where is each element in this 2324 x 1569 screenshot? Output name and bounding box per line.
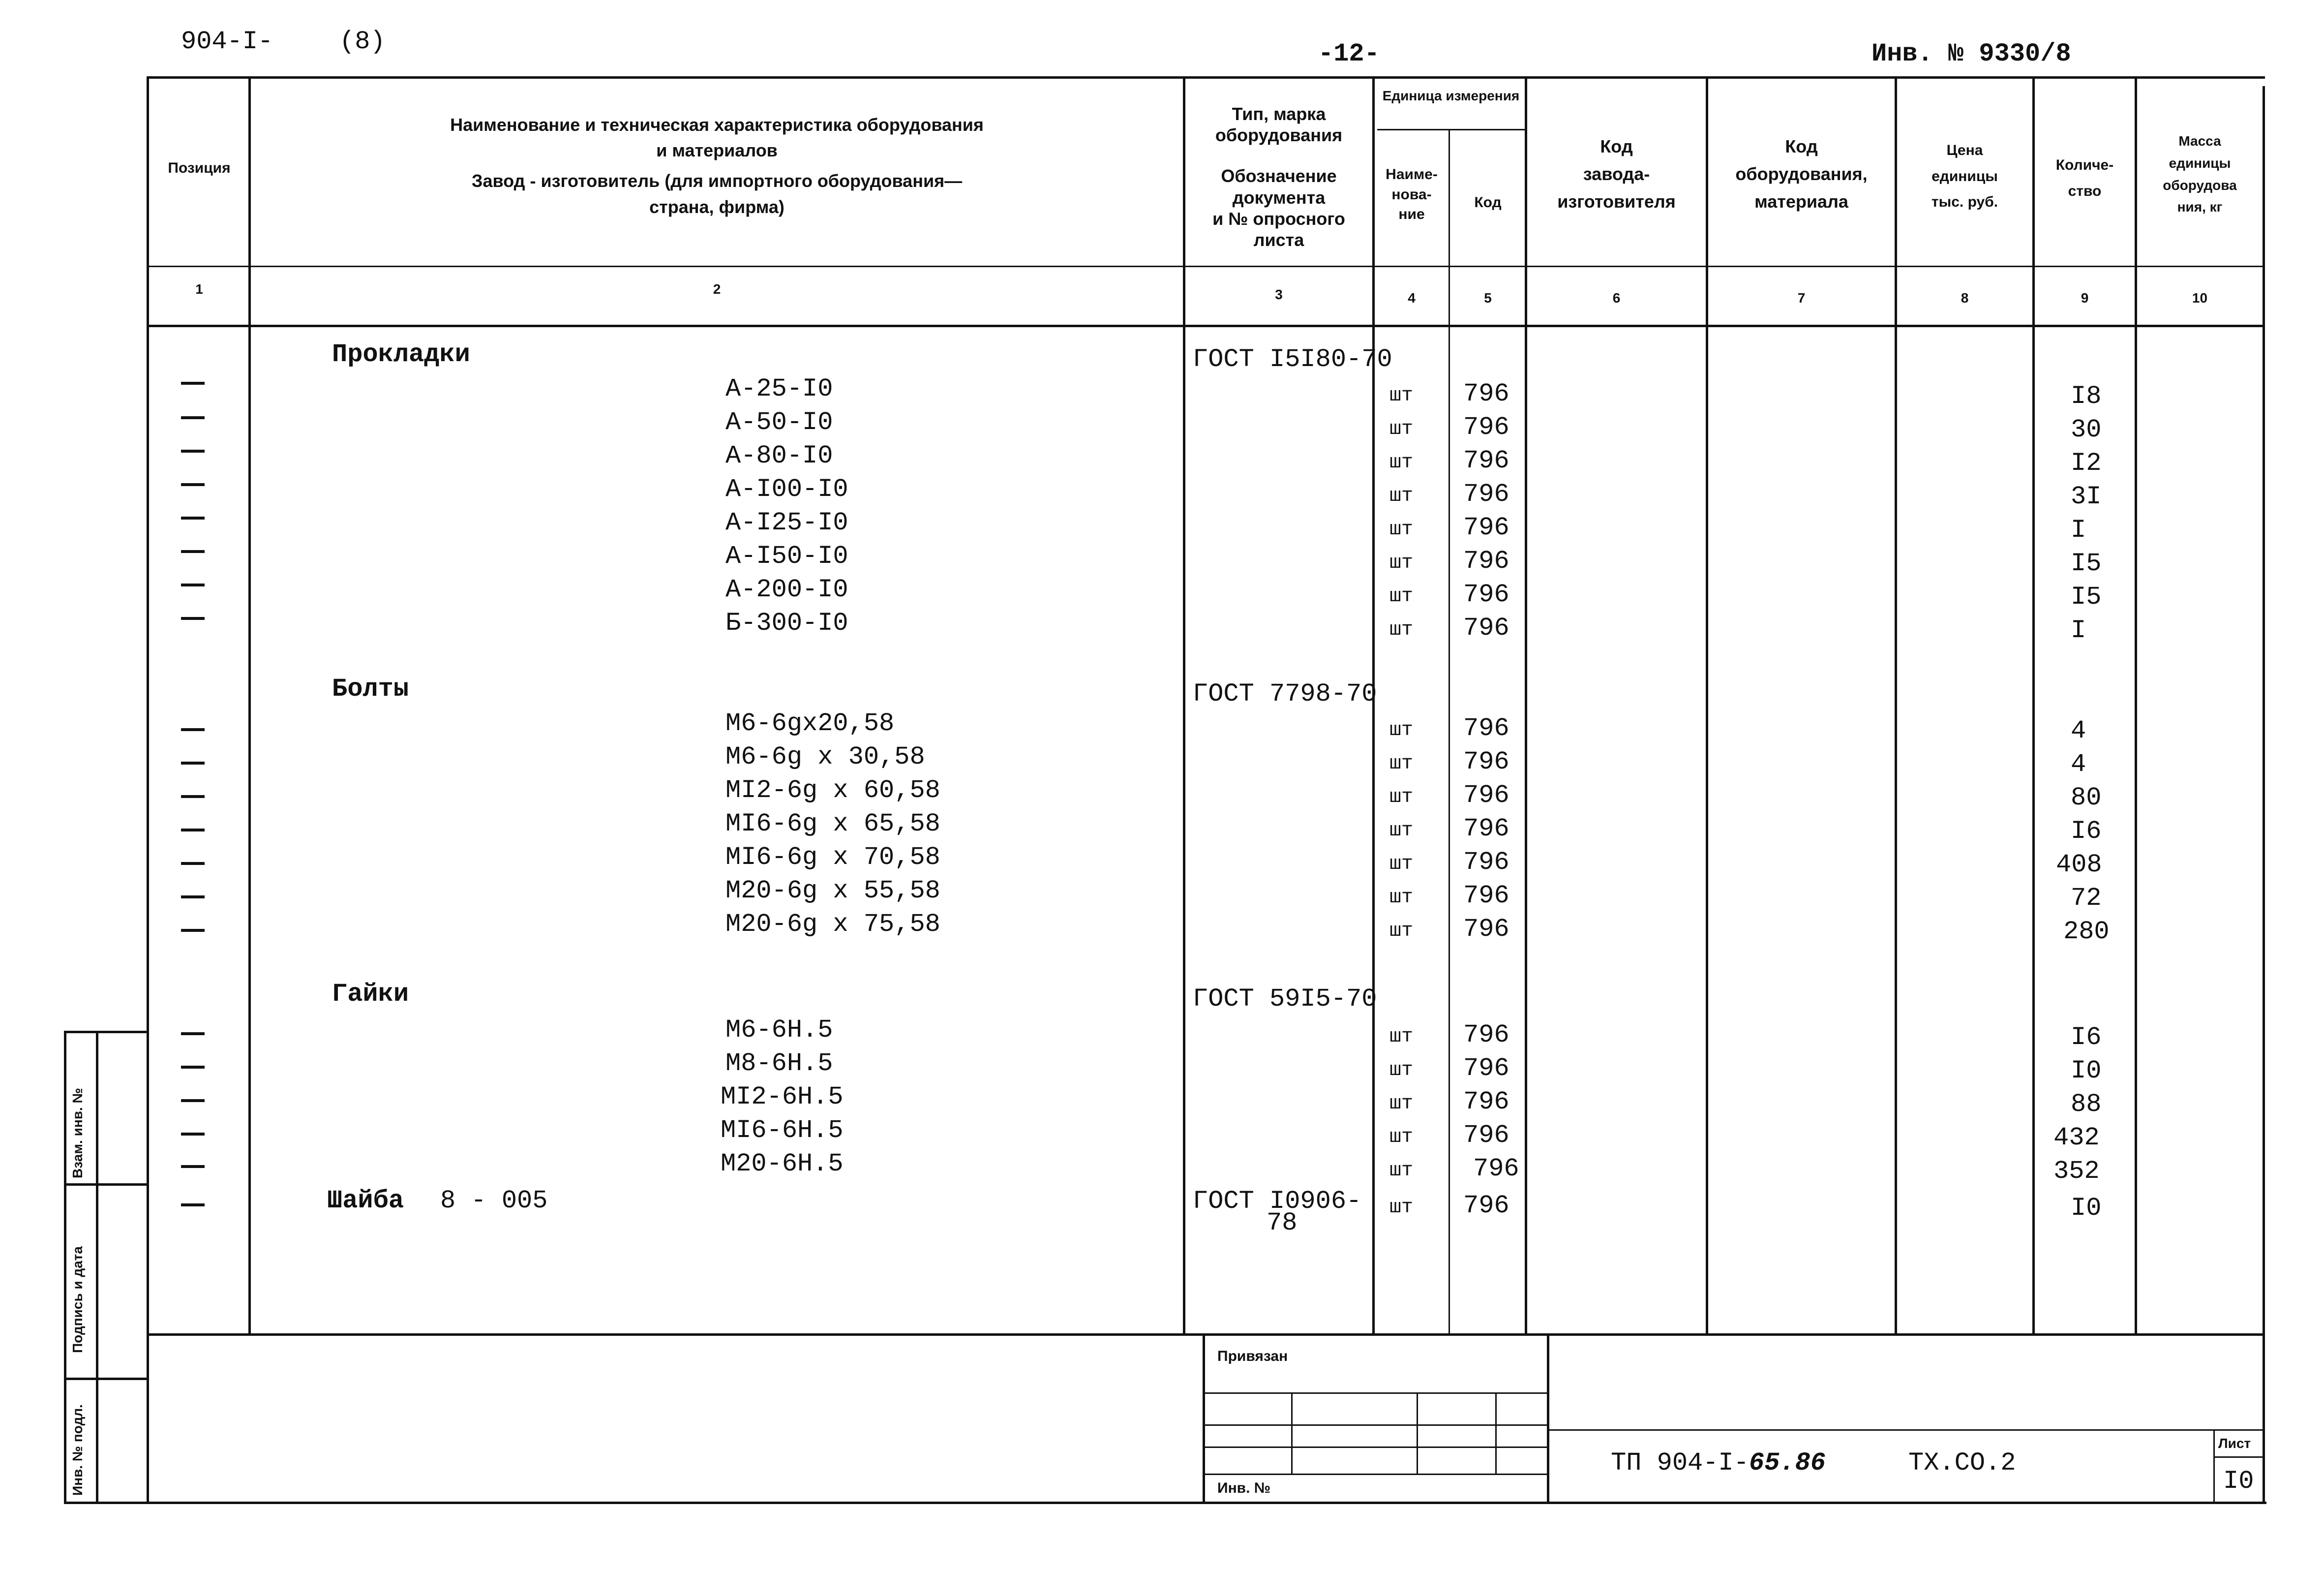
unit-code: 796 [1463, 513, 1509, 542]
position-dash [181, 584, 205, 586]
position-dash [181, 829, 205, 831]
washer-name: Шайба [327, 1186, 404, 1215]
colnum-6: 6 [1612, 290, 1621, 306]
unit-code: 796 [1463, 714, 1509, 743]
side-signature-date: Подпись и дата [70, 1246, 85, 1353]
unit-name: шт [1389, 619, 1414, 641]
header-type: Тип, марка оборудования Обозначение документа и № опросного листа [1212, 104, 1345, 250]
colnum-5: 5 [1484, 290, 1492, 306]
position-dash [181, 1203, 205, 1206]
position-dash [181, 517, 205, 520]
item-name: МI2-6g х 60,58 [725, 776, 940, 805]
issue-number: (8) [339, 27, 386, 56]
unit-name: шт [1389, 719, 1414, 741]
colnum-9: 9 [2081, 290, 2089, 306]
position-dash [181, 550, 205, 553]
header-mass: Масса единицы оборудова ния, кг [2163, 133, 2237, 215]
stamp-line [1203, 1474, 1547, 1475]
item-name: Б-300-I0 [725, 609, 848, 638]
unit-name: шт [1389, 385, 1414, 407]
series-number: 904-I- [181, 27, 273, 56]
unit-name: шт [1389, 920, 1414, 942]
stamp-line [1495, 1392, 1497, 1474]
side-original-inv: Инв. № подл. [70, 1404, 85, 1496]
group-standard-gaskets: ГОСТ I5I80-70 [1193, 345, 1392, 374]
unit-code: 796 [1463, 1020, 1509, 1049]
stamp-line [1547, 1429, 2263, 1431]
unit-code: 796 [1463, 781, 1509, 810]
unit-code: 796 [1463, 881, 1509, 910]
position-dash [181, 382, 205, 385]
position-dash [181, 1032, 205, 1035]
position-dash [181, 450, 205, 453]
frame-bottom [147, 1502, 2266, 1504]
quantity: 432 [2053, 1123, 2100, 1152]
item-name: А-I50-I0 [725, 542, 848, 571]
washer-size: 8 - 005 [440, 1186, 548, 1215]
unit-group-line [1377, 129, 1525, 130]
item-name: М8-6Н.5 [725, 1049, 833, 1078]
header-bottom-line [148, 266, 2263, 267]
unit-name: шт [1389, 552, 1414, 574]
side-line [64, 1031, 66, 1503]
item-name: А-25-I0 [725, 374, 833, 403]
position-dash [181, 728, 205, 731]
unit-code: 796 [1463, 1054, 1509, 1083]
col-line-5 [1525, 76, 1527, 1333]
side-line [64, 1502, 148, 1504]
item-name: А-I00-I0 [725, 475, 848, 504]
table-bottom-line [148, 1333, 2263, 1336]
side-line [64, 1183, 148, 1186]
stamp-privyazan: Привязан [1217, 1348, 1288, 1364]
colnum-3: 3 [1275, 287, 1283, 302]
unit-code: 796 [1463, 848, 1509, 877]
unit-code: 796 [1463, 547, 1509, 576]
colnum-1: 1 [195, 281, 203, 297]
quantity: 3I [2071, 482, 2102, 511]
item-name: М6-6g х 30,58 [725, 742, 925, 771]
unit-code: 796 [1463, 814, 1509, 843]
item-name: А-I25-I0 [725, 508, 848, 537]
unit-code: 796 [1463, 614, 1509, 643]
colnum-10: 10 [2192, 290, 2208, 306]
item-name: М20-6g х 75,58 [725, 910, 940, 939]
stamp-line [1417, 1392, 1418, 1474]
unit-code: 796 [1463, 379, 1509, 408]
header-price: Цена единицы тыс. руб. [1931, 142, 1998, 210]
side-replacement-inv: Взам. инв. № [70, 1088, 85, 1178]
unit-name: шт [1389, 820, 1414, 842]
position-dash [181, 929, 205, 932]
position-dash [181, 862, 205, 865]
unit-name: шт [1389, 485, 1414, 507]
sheet-number: I0 [2223, 1467, 2254, 1496]
quantity: 4 [2071, 750, 2086, 779]
doc-code: ТП 904-I-65.86 [1611, 1448, 1826, 1477]
unit-code: 796 [1463, 446, 1509, 475]
colnum-2: 2 [713, 281, 721, 297]
unit-name: шт [1389, 1160, 1414, 1182]
group-name-bolts: Болты [332, 675, 409, 704]
position-dash [181, 795, 205, 798]
stamp-line [1291, 1392, 1293, 1474]
quantity: 352 [2053, 1157, 2100, 1186]
frame-left [147, 76, 149, 1503]
quantity: I6 [2071, 817, 2102, 846]
unit-name: шт [1389, 452, 1414, 474]
group-name-nuts: Гайки [332, 980, 409, 1009]
quantity: 88 [2071, 1090, 2102, 1119]
position-dash [181, 1133, 205, 1136]
header-quantity: Количе- ство [2055, 157, 2114, 199]
unit-name: шт [1389, 1126, 1414, 1148]
header-name: Наименование и техническая характеристика оборудования и материалов Завод - изготовитель (для импортного оборудования— страна, фирма) [450, 115, 984, 217]
item-name: А-80-I0 [725, 441, 833, 470]
col-line-6 [1706, 76, 1708, 1333]
colnum-bottom-line [148, 325, 2263, 327]
quantity: I5 [2071, 549, 2102, 578]
quantity: I0 [2071, 1056, 2102, 1085]
unit-code: 796 [1463, 1087, 1509, 1116]
unit-code: 796 [1463, 580, 1509, 609]
quantity: I5 [2071, 583, 2102, 612]
group-standard-bolts: ГОСТ 7798-70 [1193, 679, 1377, 708]
quantity: 80 [2071, 783, 2102, 812]
quantity: 30 [2071, 415, 2102, 444]
position-dash [181, 1165, 205, 1168]
side-line [96, 1031, 98, 1503]
position-dash [181, 762, 205, 765]
unit-name: шт [1389, 753, 1414, 775]
position-dash [181, 895, 205, 898]
item-name: М20-6Н.5 [721, 1149, 844, 1178]
unit-name: шт [1389, 1059, 1414, 1081]
quantity: I [2071, 516, 2086, 545]
unit-code: 796 [1473, 1154, 1519, 1183]
stamp-line [2213, 1429, 2215, 1502]
position-dash [181, 416, 205, 419]
unit-code: 796 [1463, 747, 1509, 776]
page-number: -12- [1318, 39, 1380, 68]
frame-top [148, 76, 2265, 79]
quantity: I [2071, 616, 2086, 645]
item-name: МI6-6g х 65,58 [725, 809, 940, 838]
stamp-line [1547, 1333, 1549, 1502]
item-name: М20-6g х 55,58 [725, 876, 940, 905]
unit-code: 796 [1463, 413, 1509, 442]
position-dash [181, 483, 205, 486]
header-unit-group: Единица измерения [1382, 88, 1520, 103]
position-dash [181, 617, 205, 620]
unit-name: шт [1389, 1197, 1414, 1219]
unit-name: шт [1389, 1093, 1414, 1115]
item-name: А-50-I0 [725, 408, 833, 437]
side-line [64, 1378, 148, 1380]
stamp-line [1203, 1333, 1205, 1502]
quantity: I0 [2071, 1194, 2102, 1223]
quantity: 408 [2056, 850, 2102, 879]
unit-code: 796 [1463, 480, 1509, 509]
frame-right [2263, 86, 2265, 1503]
item-name: МI6-6Н.5 [721, 1116, 844, 1145]
unit-code: 796 [1463, 915, 1509, 944]
header-equipment-code: Код оборудования, материала [1735, 136, 1868, 212]
group-standard-nuts: ГОСТ 59I5-70 [1193, 984, 1377, 1014]
quantity: 4 [2071, 716, 2086, 745]
inventory-number: Инв. № 9330/8 [1871, 39, 2071, 68]
doc-section: ТХ.СО.2 [1908, 1448, 2016, 1477]
col-line-4 [1449, 129, 1450, 1333]
item-name: М6-6Н.5 [725, 1015, 833, 1045]
colnum-8: 8 [1961, 290, 1969, 306]
col-line-2 [1183, 76, 1185, 1333]
position-dash [181, 1066, 205, 1069]
group-name-gaskets: Прокладки [332, 340, 470, 369]
unit-name: шт [1389, 853, 1414, 875]
col-line-7 [1895, 76, 1897, 1333]
quantity: 72 [2071, 884, 2102, 913]
unit-name: шт [1389, 786, 1414, 808]
item-name: А-200-I0 [725, 575, 848, 604]
quantity: I8 [2071, 382, 2102, 411]
colnum-4: 4 [1408, 290, 1416, 306]
col-line-8 [2032, 76, 2035, 1333]
header-unit-code: Код [1474, 194, 1502, 211]
sheet-label: Лист [2218, 1436, 2251, 1451]
unit-name: шт [1389, 418, 1414, 440]
quantity: 280 [2063, 917, 2110, 946]
washer-standard: ГОСТ I0906- 78 [1193, 1187, 1362, 1238]
unit-name: шт [1389, 887, 1414, 909]
quantity: I6 [2071, 1023, 2102, 1052]
col-line-1 [248, 76, 251, 1333]
unit-code: 796 [1463, 1121, 1509, 1150]
colnum-7: 7 [1797, 290, 1806, 306]
side-line [64, 1031, 148, 1033]
unit-name: шт [1389, 1026, 1414, 1048]
unit-name: шт [1389, 585, 1414, 608]
unit-code: 796 [1463, 1191, 1509, 1220]
item-name: МI6-6g х 70,58 [725, 843, 940, 872]
item-name: МI2-6Н.5 [721, 1082, 844, 1111]
header-position: Позиция [168, 160, 231, 176]
position-dash [181, 1099, 205, 1102]
col-line-9 [2135, 76, 2137, 1333]
header-plant-code: Код завода- изготовителя [1557, 136, 1676, 212]
stamp-line [2213, 1456, 2263, 1458]
quantity: I2 [2071, 449, 2102, 478]
unit-name: шт [1389, 519, 1414, 541]
header-unit-name: Наиме- нова- ние [1386, 166, 1438, 222]
stamp-inv-no: Инв. № [1217, 1480, 1271, 1496]
item-name: М6-6gх20,58 [725, 709, 895, 738]
